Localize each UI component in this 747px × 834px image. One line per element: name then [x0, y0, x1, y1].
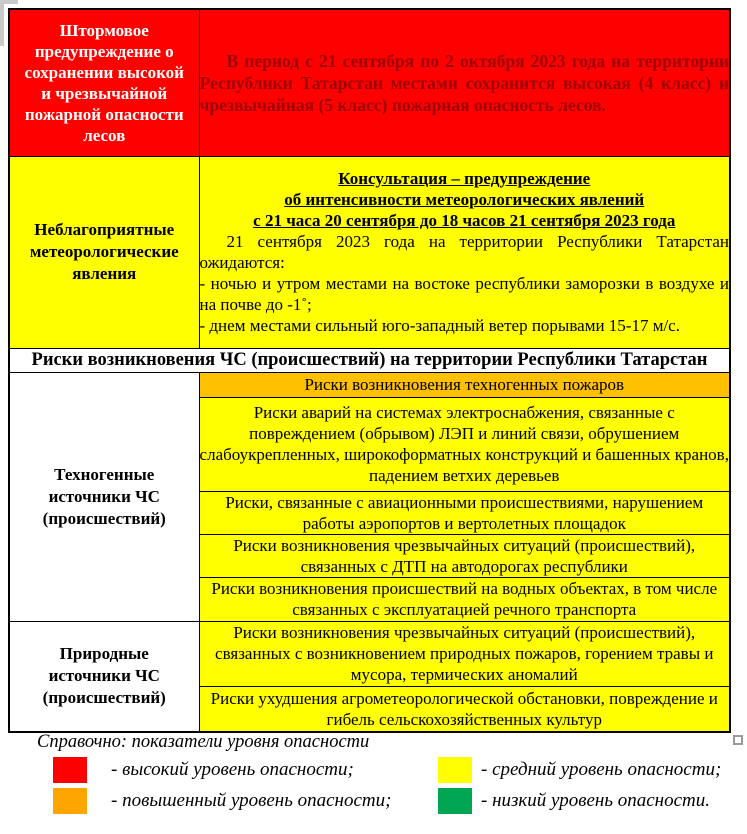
- medium-danger-swatch-icon: [438, 757, 472, 783]
- elevated-danger-swatch-icon: [53, 788, 87, 814]
- risks-section-header: Риски возникновения ЧС (происшествий) на территории Республики Татарстан: [9, 348, 730, 372]
- legend-label-high: - высокий уровень опасности;: [111, 759, 354, 780]
- storm-warning-title-cell: [9, 9, 199, 156]
- table-row: [9, 156, 730, 348]
- meteo-heading-line1: Консультация – предупреждение: [338, 169, 591, 188]
- legend-item-elevated: [53, 788, 391, 814]
- meteo-title: Неблагоприятные метеорологические явления: [29, 220, 179, 283]
- resize-handle-icon: [733, 735, 743, 745]
- legend-caption: Справочно: показатели уровня опасности: [37, 732, 370, 752]
- storm-warning-title: Штормовое предупреждение о сохранении высокой и чрезвычайной пожарной опасности лесов: [24, 20, 184, 145]
- meteo-intro: 21 сентября 2023 года на территории Республики Татарстан ожидаются:: [199, 232, 729, 272]
- natural-source-label-cell: [9, 621, 199, 732]
- risk-row-technogenic-fires: Риски возникновения техногенных пожаров: [199, 372, 730, 397]
- table-row: [9, 621, 730, 686]
- storm-warning-text: В период с 21 сентября по 2 октября 2023 года на территории Республики Татарстан местами сохранится высокая (4 класс) и чрезвычайная (5 класс) пожарная опасность лесов.: [199, 50, 729, 115]
- meteo-item-frost: - ночью и утром местами на востоке республики заморозки в воздухе и на почве до -1˚;: [199, 274, 729, 314]
- storm-warning-body-cell: [199, 9, 730, 156]
- legend-item-high: [53, 757, 354, 783]
- high-danger-swatch-icon: [53, 757, 87, 783]
- risk-row-power-lines: Риски аварий на системах электроснабжения, связанные с повреждением (обрывом) ЛЭП и линий связи, обрушением слабоукрепленных, широкоформатных конструкций и башенных кранов, падением ветхих деревьев: [199, 397, 730, 491]
- risk-row-water-objects: Риски возникновения происшествий на водных объектах, в том числе связанных с эксплуатацией речного транспорта: [199, 577, 730, 621]
- legend-label-elevated: - повышенный уровень опасности;: [111, 790, 392, 811]
- natural-source-label: Природные источники ЧС (происшествий): [42, 644, 166, 708]
- risk-row-aviation: Риски, связанные с авиационными происшествиями, нарушением работы аэропортов и вертолетных площадок: [199, 491, 730, 534]
- low-danger-swatch-icon: [438, 788, 472, 814]
- risk-row-road-accidents: Риски возникновения чрезвычайных ситуаций (происшествий), связанных с ДТП на автодорогах республики: [199, 534, 730, 577]
- risk-row-agrometeo: Риски ухудшения агрометеорологической обстановки, повреждение и гибель сельскохозяйственных культур: [199, 686, 730, 732]
- meteo-item-wind: - днем местами сильный юго-западный ветер порывами 15-17 м/с.: [199, 316, 680, 335]
- meteo-heading-line2: об интенсивности метеорологических явлений: [284, 190, 645, 209]
- table-row: [9, 372, 730, 397]
- meteo-title-cell: [9, 156, 199, 348]
- legend-item-medium: [438, 757, 721, 783]
- table-row: [9, 348, 730, 372]
- technogenic-source-label-cell: [9, 372, 199, 621]
- meteo-heading-line3: с 21 часа 20 сентября до 18 часов 21 сентября 2023 года: [253, 211, 676, 230]
- meteo-body-cell: [199, 156, 730, 348]
- technogenic-source-label: Техногенные источники ЧС (происшествий): [42, 464, 166, 528]
- legend-item-low: [438, 788, 710, 814]
- hazard-warning-table: [8, 8, 731, 733]
- table-row: [9, 9, 730, 156]
- legend-label-medium: - средний уровень опасности;: [481, 759, 722, 780]
- legend-label-low: - низкий уровень опасности.: [481, 790, 711, 811]
- risk-row-natural-fires: Риски возникновения чрезвычайных ситуаций (происшествий), связанных с возникновением природных пожаров, горением травы и мусора, термических аномалий: [199, 621, 730, 686]
